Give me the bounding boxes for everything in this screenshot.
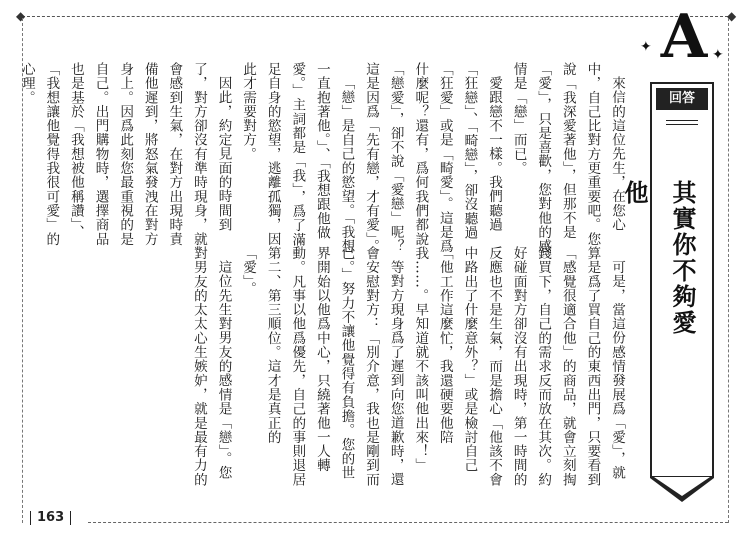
answer-badge: 回答 (656, 88, 708, 110)
panel-divider (666, 124, 698, 125)
right-dashed-rule (728, 18, 729, 523)
paragraph: 等對方現身爲了遲到向您道歉時，還會安慰對方：「別介意，我也是剛到而已。」努力不讓他覺得有負擔。您的世界開始以他爲中心，只繞著他一人轉動。凡事以他爲優先，自己的事則退居第二、第三順位。這才是真正的「愛」。 (240, 246, 404, 487)
panel-divider (666, 120, 698, 121)
paragraph: 來信的這位先生，在您心中，自己比對方更重要吧。您說「我深愛著他」，但那不是「愛」，只是喜歡，您對他的感情是「戀」而已。 (510, 62, 625, 254)
paragraph: 因此，約定見面的時間到了，對方卻沒有準時現身，就會感到生氣，在對方出現時責備他遲到，將怒氣發洩在對方身上。因爲此刻您最重視的是自己。出門購物時，選擇商品也是基於「我想被他稱讚」、「我想讓他覺得我很可愛」的心理。 (18, 62, 232, 246)
page-number: 163 (30, 511, 71, 525)
answer-title: 其實你不夠愛他 (620, 180, 696, 336)
diamond-ornament-icon: ◆ (727, 9, 737, 23)
sparkle-icon: ✦ (712, 47, 724, 63)
answer-title-panel (620, 82, 714, 478)
paragraph: 可是，當這份感情發展爲「愛」，就算是爲了買自己的東西出門，只要看到「感覺很適合他」的商品，就會立刻掏錢買下，自己的需求反而放在其次。約好碰面對方卻沒有出現時，第一時間的反應也不是生氣，而是擔心「他該不會中路出了什麼意外？」或是檢討自己「他工作這麼忙，我還硬要他陪我……。早知道就不該叫他出來！」 (412, 246, 625, 487)
sparkle-icon: ✦ (640, 39, 652, 55)
diamond-ornament-icon: ◆ (16, 9, 26, 23)
section-letter: A (660, 2, 708, 72)
paragraph: 愛跟戀不一樣。我們聽過「狂戀」、「畸戀」，卻沒聽過「狂愛」或是「畸愛」。這是爲什麼呢？還有，爲何我們都說「戀愛」，卻不說「愛戀」呢？這是因爲「先有戀，才有愛」。 (363, 62, 503, 254)
bottom-dashed-rule (88, 522, 728, 523)
top-dashed-rule (22, 16, 728, 17)
body-text-lower (64, 246, 629, 492)
paragraph: 這位先生對男友的感情是「戀」。您對男友的太太心生嫉妒，就是最有力的 (190, 246, 232, 487)
paragraph: 「戀」是自己的慾望。「我想一直抱著他。」、「我想跟他做愛。」主詞都是「我」，爲了滿足自身的慾望，逃離孤獨，因此才需要對方。 (240, 62, 355, 253)
body-text-upper (18, 62, 629, 258)
